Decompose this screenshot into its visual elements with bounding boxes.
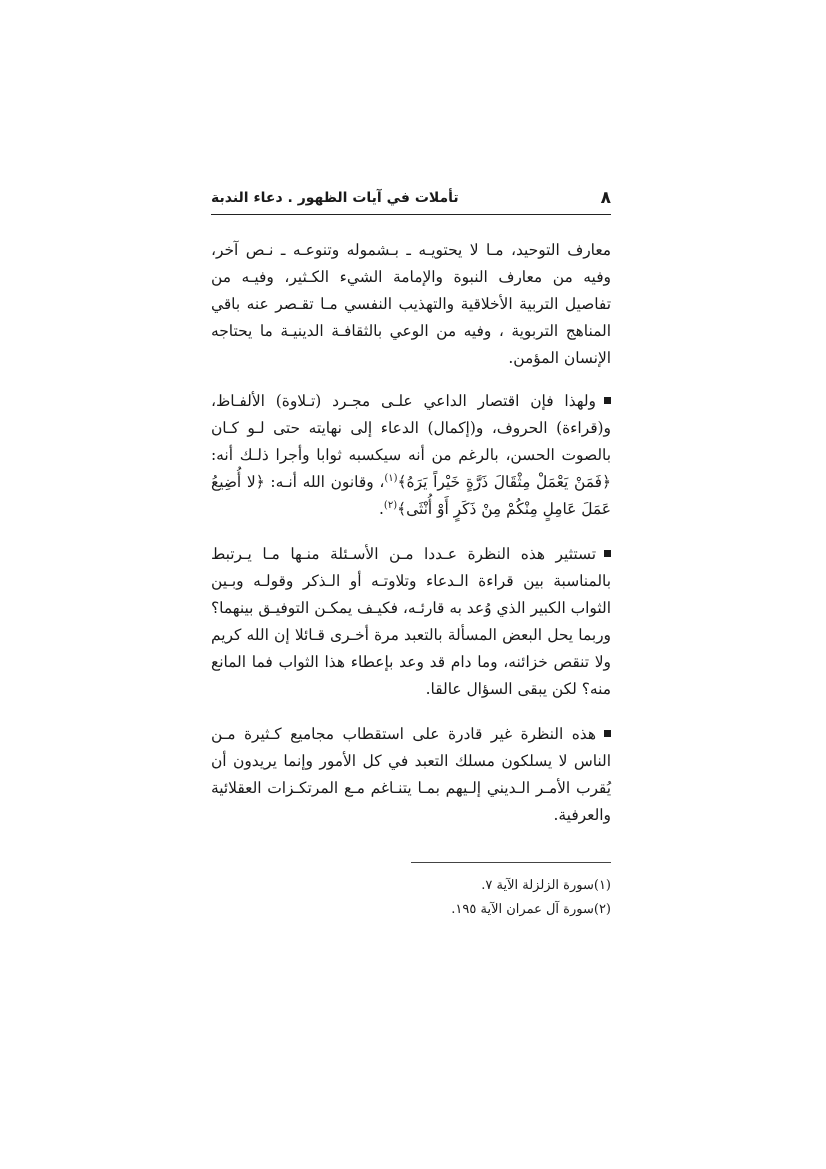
book-title: تأملات في آيات الظهور . دعاء الندبة [211,190,459,206]
paragraph-2-text-a: ولهذا فإن اقتصار الداعي علـى مجـرد (تـلاوة) الألفـاظ، و(قراءة) الحروف، و(إكمال) الدعاء إلى نهايته حتى لـو كـان بالصوت الحسن، بالرغم من أنه سيكسبه ثوابا وأجرا ذلـك أنه: [211,392,611,464]
paragraph-4 [211,721,611,829]
square-bullet-icon [604,730,611,737]
footnote-ref-2: (٢) [383,499,398,511]
paragraph-3-text: تستثير هذه النظرة عـددا مـن الأسـئلة منـها مـا يـرتبط بالمناسبة بين قراءة الـدعاء وتلاوتـه أو الـذكر وقولـه وبـين الثواب الكبير الذي وُعد به قارئـه، فكيـف يمكـن التوفيـق بينهما؟ وربما يحل البعض المسألة بالتعبد مرة أخـرى قـائلا إن الله كريم ولا تنقص خزائنه، وما دام قد وعد بإعطاء هذا الثواب فما المانع منه؟ لكن يبقى السؤال عالقا. [211,545,611,698]
header-divider [211,214,611,215]
square-bullet-icon [604,550,611,557]
footnote-2: (٢)سورة آل عمران الآية ١٩٥. [451,902,611,917]
footnote-ref-1: (١) [384,472,398,484]
quran-verse-2: ﴿لا أُضِيعُ عَمَلَ عَامِلٍ مِنْكُمْ مِنْ ذَكَرٍ أَوْ أُنْثَى﴾ [211,473,611,518]
footnote-divider [411,862,611,863]
quran-verse-1: ﴿فَمَنْ يَعْمَلْ مِثْقَالَ ذَرَّةٍ خَيْراً يَرَهُ﴾ [397,473,611,491]
footnote-1: (١)سورة الزلزلة الآية ٧. [481,878,611,893]
paragraph-2-text-b: ، وقانون الله أنـه: [264,473,385,491]
square-bullet-icon [604,397,611,404]
main-text [211,237,611,847]
footnotes [211,874,611,922]
running-header [211,186,611,216]
page-number: ٨ [600,188,611,208]
paragraph-2-text-c: . [379,500,384,518]
paragraph-2 [211,388,611,523]
paragraph-1: معارف التوحيد، مـا لا يحتويـه ـ بـشموله وتنوعـه ـ نـص آخر، وفيه من معارف النبوة والإمامة الشيء الكـثير، وفيـه من تفاصيل التربية الأخلاقية والتهذيب النفسي مـا تقـصر عنه باقي المناهج التربوية ، وفيه من الوعي بالثقافـة الدينيـة ما يحتاجه الإنسان المؤمن. [211,241,611,367]
paragraph-4-text: هذه النظرة غير قادرة على استقطاب مجاميع كـثيرة مـن الناس لا يسلكون مسلك التعبد في كل الأمور وإنما يريدون أن يُقرب الأمـر الـديني إلـيهم بمـا يتنـاغم مـع المرتكـزات العقلائية والعرفية. [211,725,611,824]
paragraph-3 [211,541,611,703]
